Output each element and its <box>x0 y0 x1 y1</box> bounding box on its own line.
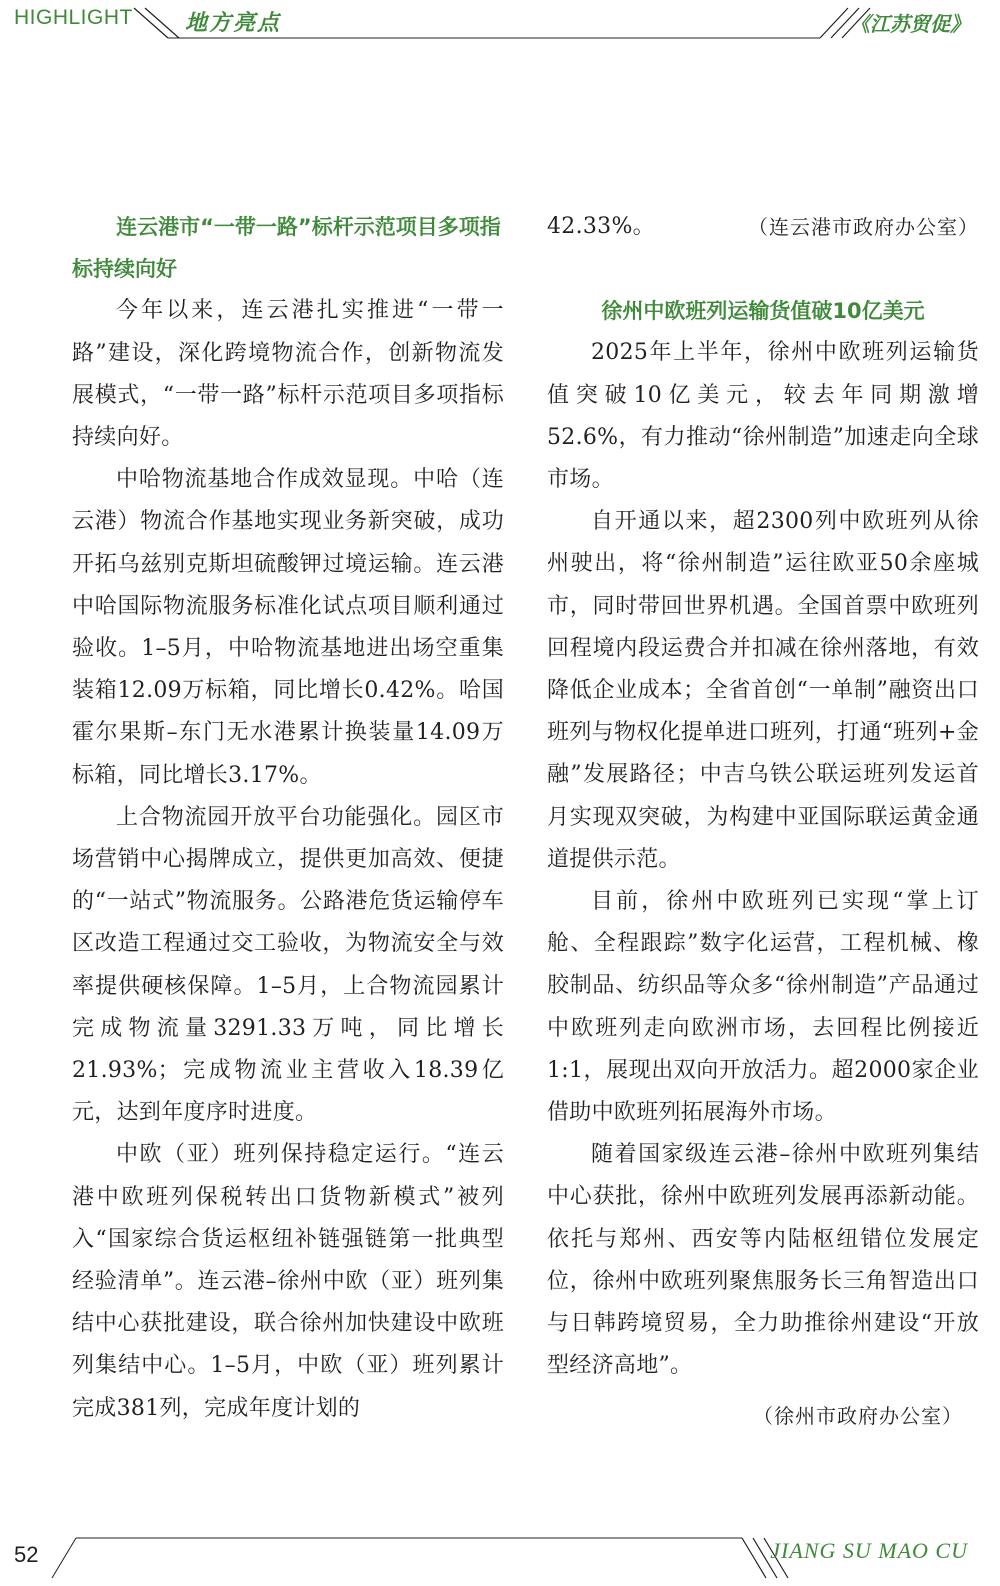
page-footer <box>0 1530 1000 1586</box>
right-column <box>547 206 979 1438</box>
paragraph: 2025年上半年，徐州中欧班列运输货值突破10亿美元，较去年同期激增52.6%，有力推动“徐州制造”加速走向全球市场。 <box>547 340 979 493</box>
left-column <box>72 206 504 1430</box>
article-source: （徐州市政府办公室） <box>753 1404 963 1429</box>
article-title-lianyungang: 连云港市“一带一路”标杆示范项目多项指标持续向好 <box>72 215 501 282</box>
paragraph: 上合物流园开放平台功能强化。园区市场营销中心揭牌成立，提供更加高效、便捷的“一站式”物流服务。公路港危货运输停车区改造工程通过交工验收，为物流安全与效率提供硬核保障。1–5月，上合物流园累计完成物流量3291.33万吨，同比增长21.93%；完成物流业主营收入18.39亿元，达到年度序时进度。 <box>72 804 504 1126</box>
page-number: 52 <box>14 1542 39 1567</box>
section-title: 地方亮点 <box>185 10 282 36</box>
continuation-line <box>547 206 979 248</box>
paragraph-continuation: 42.33%。 <box>547 214 655 239</box>
magazine-title-en: JIANG SU MAO CU <box>770 1538 968 1563</box>
article-source: （连云港市政府办公室） <box>748 215 979 239</box>
paragraph: 目前，徐州中欧班列已实现“掌上订舱、全程跟踪”数字化运营，工程机械、橡胶制品、纺织品等众多“徐州制造”产品通过中欧班列走向欧洲市场，去回程比例接近1:1，展现出双向开放活力。超2000家企业借助中欧班列拓展海外市场。 <box>547 889 979 1126</box>
page-header <box>0 0 1000 44</box>
paragraph: 今年以来，连云港扎实推进“一带一路”建设，深化跨境物流合作，创新物流发展模式，“一带一路”标杆示范项目多项指标持续向好。 <box>72 298 504 451</box>
paragraph: 随着国家级连云港–徐州中欧班列集结中心获批，徐州中欧班列发展再添新动能。依托与郑州、西安等内陆枢纽错位发展定位，徐州中欧班列聚焦服务长三角智造出口与日韩跨境贸易，全力助推徐州建设“开放型经济高地”。 <box>547 1142 979 1379</box>
magazine-title: 《江苏贸促》 <box>850 12 970 36</box>
article-title-xuzhou: 徐州中欧班列运输货值破10亿美元 <box>601 299 925 324</box>
paragraph: 中哈物流基地合作成效显现。中哈（连云港）物流合作基地实现业务新突破，成功开拓乌兹别克斯坦硫酸钾过境运输。连云港中哈国际物流服务标准化试点项目顺利通过验收。1–5月，中哈物流基地进出场空重集装箱12.09万标箱，同比增长0.42%。哈国霍尔果斯–东门无水港累计换装量14.09万标箱，同比增长3.17%。 <box>72 467 504 788</box>
section-tag: HIGHLIGHT <box>14 6 133 29</box>
paragraph: 中欧（亚）班列保持稳定运行。“连云港中欧班列保税转出口货物新模式”被列入“国家综合货运枢纽补链强链第一批典型经验清单”。连云港–徐州中欧（亚）班列集结中心获批建设，联合徐州加快建设中欧班列集结中心。1–5月，中欧（亚）班列累计完成381列，完成年度计划的 <box>72 1142 504 1421</box>
paragraph: 自开通以来，超2300列中欧班列从徐州驶出，将“徐州制造”运往欧亚50余座城市，同时带回世界机遇。全国首票中欧班列回程境内段运费合并扣减在徐州落地，有效降低企业成本；全省首创“一单制”融资出口班列与物权化提单进口班列，打通“班列+金融”发展路径；中吉乌铁公联运班列发运首月实现双突破，为构建中亚国际联运黄金通道提供示范。 <box>547 509 979 872</box>
